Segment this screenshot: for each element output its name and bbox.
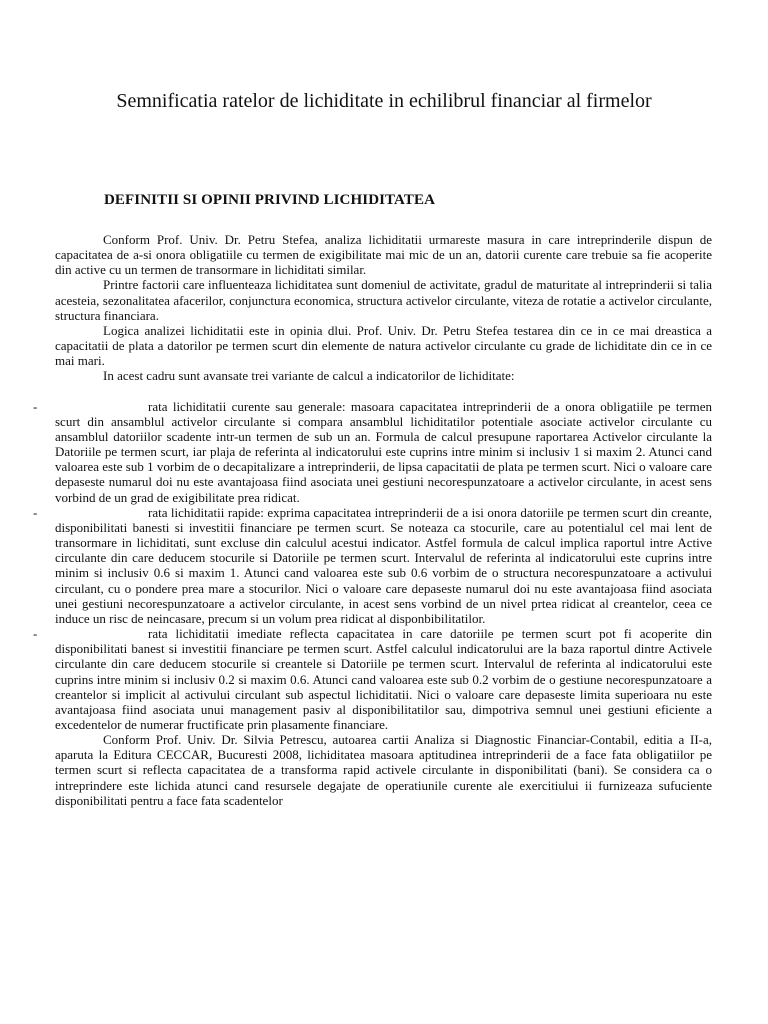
- list-dash: -: [33, 504, 38, 520]
- list-item: [33, 626, 712, 732]
- paragraph: In acest cadru sunt avansate trei variante de calcul a indicatorilor de lichiditate:: [103, 368, 515, 384]
- list-item-text: rata lichiditatii curente sau generale: masoara capacitatea intreprinderii de a onora obligatiile pe termen scurt din ansamblul activelor circulante si compara ansamblul lichiditatilor potentiale asociate activelor circulante cu ansamblul datoriilor scadente intr-un termen de sub un an. Formula de calcul presupune raportarea Activelor circulante la Datoriile pe termen scurt, iar plaja de referinta al indicatorului este cuprins intre minim si inclusiv 1 si maxim 2. Atunci cand valoarea este sub 1 vorbim de o decapitalizare a intreprinderii, de lipsa capacitatii de plata pe termen scurt. Nici o valoare care depaseste numarul doi nu este avantajoasa fiind asociata unei gestiuni necorespunzatoare a activelor circulante, in acest sens vorbind de un grad de exigibilitate prea ridicat.: [55, 398, 712, 505]
- list-item-text: rata lichiditatii rapide: exprima capacitatea intreprinderii de a isi onora datoriile pe termen scurt din creante, disponibilitati banesti si investitii financiare pe termen scurt. Se noteaza ca stocurile, care au potentialul cel mai lent de transormare in lichiditati, sunt excluse din calculul acestui indicator. Astfel formula de calcul implica raportul intre Active circulante din care deducem stocurile si Datoriile pe termen scurt. Intervalul de referinta al indicatorului este cuprins intre minim si inclusiv 0.6 si maxim 1. Atunci cand valoarea este sub 0.6 vorbim de o structura necorespunzatoare a activului circulant, cu o pondere prea mare a stocurilor. Nici o valoare care depaseste numarul doi nu este avantajoasa fiind asociata unei gestiuni necorespunzatoare a activelor circulante, in acest sens vorbind de un nivel prtea ridicat al creantelor, ceea ce induce un risc de neincasare, precum si un volum prea ridicat al disponbibilitatilor.: [55, 504, 712, 626]
- blank-line: [55, 384, 712, 399]
- list-dash: -: [33, 626, 38, 642]
- list-item: [33, 504, 712, 626]
- paragraph: Conform Prof. Univ. Dr. Petru Stefea, analiza lichiditatii urmareste masura in care intreprinderile dispun de capacitatea de a-si onora obligatiile cu termen de exigibilitate mai mic de un an, datorii curente care trebuie sa fie acoperite din active cu un termen de transormare in lichiditati similar.: [55, 232, 712, 278]
- paragraph: Printre factorii care influenteaza lichiditatea sunt domeniul de activitate, gradul de maturitate al intreprinderii si talia acesteia, sezonalitatea afacerilor, conjunctura economica, structura activelor circulante, viteza de rotatie a activelor circulante, structura financiara.: [55, 277, 712, 323]
- list-item: [33, 398, 712, 505]
- document-body: [33, 232, 712, 808]
- section-heading: DEFINITII SI OPINII PRIVIND LICHIDITATEA: [104, 192, 436, 208]
- paragraph: Logica analizei lichiditatii este in opinia dlui. Prof. Univ. Dr. Petru Stefea testarea din ce in ce mai dreastica a capacitatii de plata a datorilor pe termen scurt din elemente de natura activelor circulante cu grade de lichiditate din ce in ce mai mari.: [55, 322, 712, 369]
- paragraph: Conform Prof. Univ. Dr. Silvia Petrescu, autoarea cartii Analiza si Diagnostic Financiar-Contabil, editia a II-a, aparuta la Editura CECCAR, Bucuresti 2008, lichiditatea masoara aptitudinea intreprinderii de a face fata obligatiilor pe termen scurt si reflecta capacitatea de a transforma rapid activele circulante in disponibilitati (bani). Se considera ca o intreprindere este lichida atunci cand resursele degajate de operatiunile curente ale exercitiului ii furnizeaza sufuciente disponibilitati pentru a face fata scadentelor: [55, 732, 712, 808]
- document-title: Semnificatia ratelor de lichiditate in echilibrul financiar al firmelor: [116, 90, 652, 112]
- list-item-text: rata lichiditatii imediate reflecta capacitatea in care datoriile pe termen scurt pot fi acoperite din disponibilitati banest si investitii financiare pe termen scurt. Astfel calculul indicatorului are la baza raportul dintre Activele circulante din care deducem stocurile si creantele si Datoriile pe termen scurt. Intervalul de referinta al indicatorului este cuprins intre minim si inclusiv 0.2 si maxim 0.6. Atunci cand valoarea este sub 0.2 vorbim de o gestiune necorespunzatoare a creantelor si implicit al activului circulant sub aspectul lichiditatii. Nici o valoare care depaseste limita superioara nu este avantajoasa fiind asociata unui management pasiv al disponibilitatilor sau, dimpotriva semnul unei gestiuni eficiente a excedentelor de numerar fructificate prin plasamente financiare.: [55, 626, 712, 732]
- list-dash: -: [33, 398, 38, 414]
